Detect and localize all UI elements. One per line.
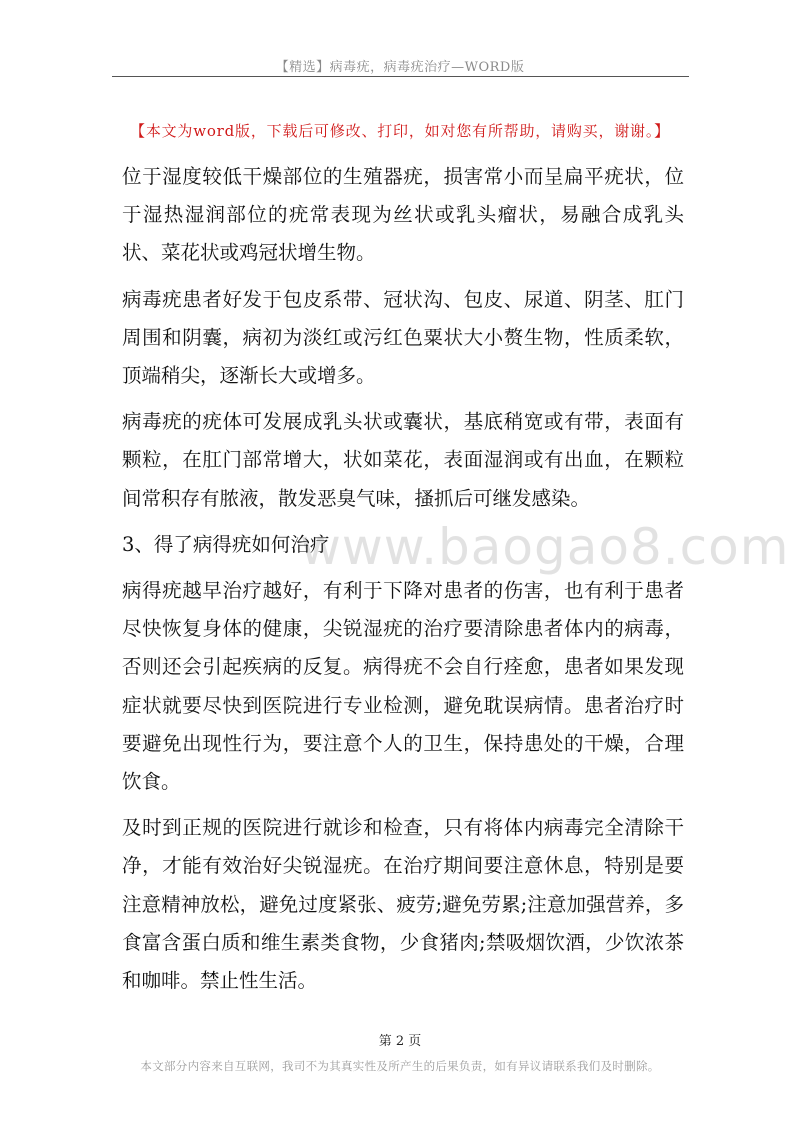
section-heading: 3、得了病得疣如何治疗 bbox=[122, 532, 330, 556]
editable-notice: 【本文为word版，下载后可修改、打印，如对您有所帮助，请购买，谢谢。】 bbox=[130, 122, 670, 140]
paragraph: 病毒疣的疣体可发展成乳头状或囊状，基底稍宽或有带，表面有颗粒，在肛门部常增大，状如菜花，表面湿润或有出血，在颗粒间常积存有脓液，散发恶臭气味，搔抓后可继发感染。 bbox=[122, 410, 684, 510]
document-body bbox=[122, 158, 684, 1008]
paragraph: 位于湿度较低干燥部位的生殖器疣，损害常小而呈扁平疣状，位于湿热湿润部位的疣常表现为丝状或乳头瘤状，易融合成乳头状、菜花状或鸡冠状增生物。 bbox=[122, 165, 684, 265]
paragraph: 病得疣越早治疗越好，有利于下降对患者的伤害，也有利于患者尽快恢复身体的健康，尖锐湿疣的治疗要清除患者体内的病毒，否则还会引起疾病的反复。病得疣不会自行痊愈，患者如果发现症状就要尽快到医院进行专业检测，避免耽误病情。患者治疗时要避免出现性行为，要注意个人的卫生，保持患处的干燥，合理饮食。 bbox=[122, 579, 684, 794]
paragraph: 病毒疣患者好发于包皮系带、冠状沟、包皮、尿道、阴茎、肛门周围和阴囊，病初为淡红或污红色粟状大小赘生物，性质柔软，顶端稍尖，逐渐长大或增多。 bbox=[122, 287, 684, 388]
footer-disclaimer: 本文部分内容来自互联网，我司不为其真实性及所产生的后果负责，如有异议请联系我们及时删除。 bbox=[140, 1059, 660, 1073]
header-divider bbox=[112, 76, 689, 77]
header-title: 【精选】病毒疣，病毒疣治疗—WORD版 bbox=[275, 60, 525, 75]
watermark: www.baogao8.com bbox=[300, 518, 790, 576]
page-number: 第 2 页 bbox=[378, 1034, 422, 1049]
paragraph: 及时到正规的医院进行就诊和检查，只有将体内病毒完全清除干净，才能有效治好尖锐湿疣。在治疗期间要注意休息，特别是要注意精神放松，避免过度紧张、疲劳;避免劳累;注意加强营养，多食富含蛋白质和维生素类食物，少食猪肉;禁吸烟饮酒，少饮浓茶和咖啡。禁止性生活。 bbox=[122, 816, 684, 993]
